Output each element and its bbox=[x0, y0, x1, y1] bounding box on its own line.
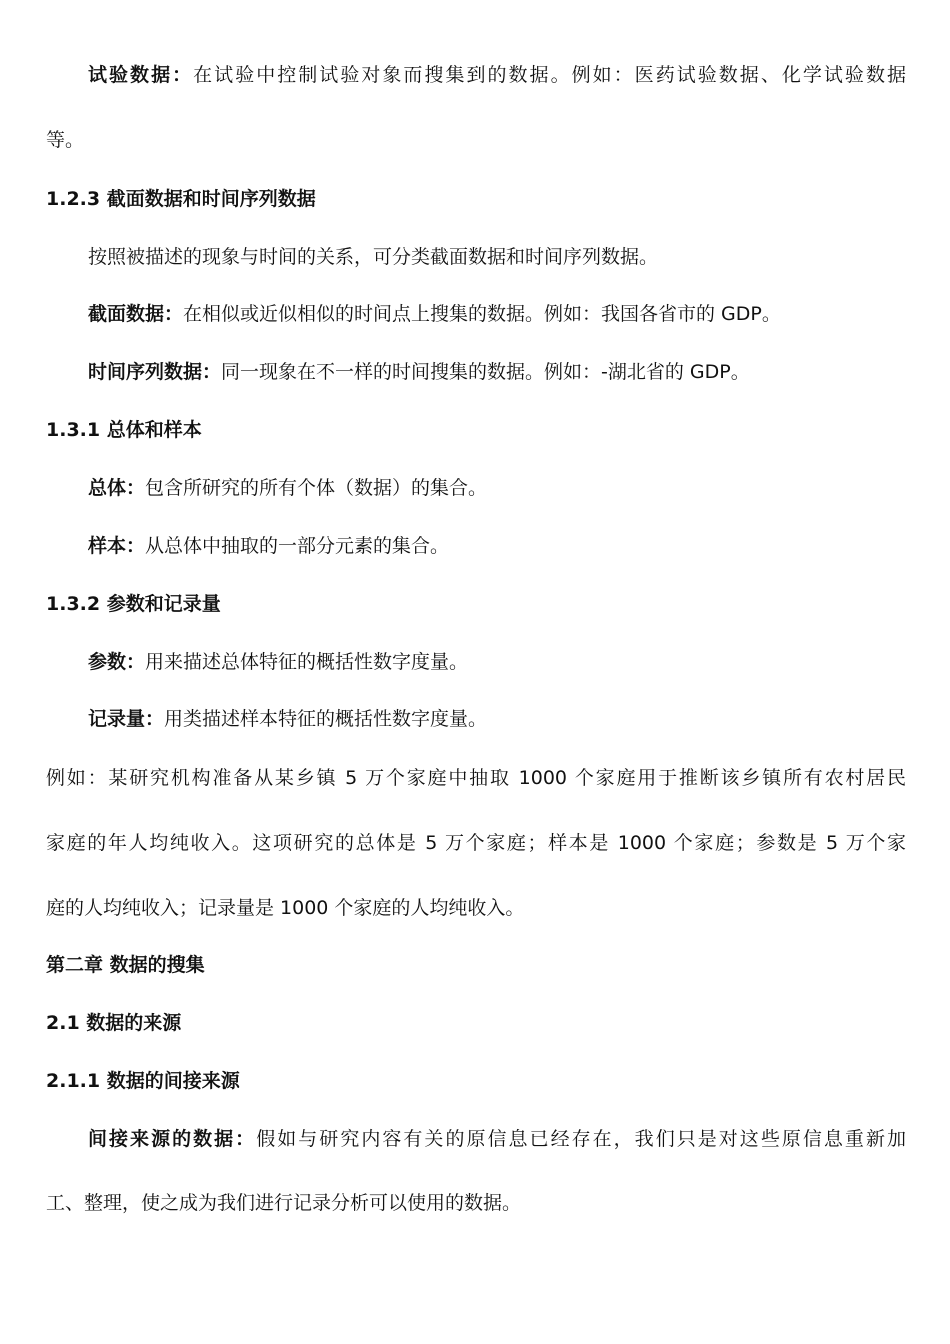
paragraph-cross-section-data bbox=[88, 300, 906, 328]
term-statistic: 记录量： bbox=[88, 708, 165, 730]
term-experimental-data: 试验数据： bbox=[88, 64, 194, 86]
paragraph-time-series-data bbox=[88, 358, 906, 386]
paragraph-text: 假如与研究内容有关的原信息已经存在，我们只是对这些原信息重新加 bbox=[256, 1128, 906, 1150]
heading-1-3-2: 1.3.2 参数和记录量 bbox=[46, 593, 221, 615]
paragraph-text: 在试验中控制试验对象而搜集到的数据。例如：医药试验数据、化学试验数据 bbox=[193, 64, 906, 86]
paragraph-text: 用来描述总体特征的概括性数字度量。 bbox=[145, 651, 469, 673]
term-parameter: 参数： bbox=[88, 651, 146, 673]
paragraph-text: 同一现象在不一样的时间搜集的数据。例如：-湖北省的 GDP。 bbox=[221, 361, 750, 383]
term-sample: 样本： bbox=[88, 535, 146, 557]
paragraph-experimental-data bbox=[88, 61, 906, 89]
paragraph-classification: 按照被描述的现象与时间的关系，可分类截面数据和时间序列数据。 bbox=[88, 246, 659, 268]
term-indirect-source: 间接来源的数据： bbox=[88, 1128, 257, 1150]
paragraph-example-line-3: 庭的人均纯收入；记录量是 1000 个家庭的人均纯收入。 bbox=[46, 897, 525, 919]
term-cross-section-data: 截面数据： bbox=[88, 303, 184, 325]
paragraph-sample bbox=[88, 532, 906, 560]
term-time-series-data: 时间序列数据： bbox=[88, 361, 222, 383]
paragraph-example-line-1: 例如：某研究机构准备从某乡镇 5 万个家庭中抽取 1000 个家庭用于推断该乡镇所有农村居民 bbox=[46, 767, 906, 789]
heading-2-1: 2.1 数据的来源 bbox=[46, 1012, 182, 1034]
paragraph-text: 从总体中抽取的一部分元素的集合。 bbox=[145, 535, 450, 557]
paragraph-continuation: 等。 bbox=[46, 129, 85, 151]
paragraph-text: 在相似或近似相似的时间点上搜集的数据。例如：我国各省市的 GDP。 bbox=[183, 303, 781, 325]
term-population: 总体： bbox=[88, 477, 146, 499]
heading-1-2-3: 1.2.3 截面数据和时间序列数据 bbox=[46, 188, 316, 210]
heading-1-3-1: 1.3.1 总体和样本 bbox=[46, 419, 202, 441]
paragraph-example-line-2: 家庭的年人均纯收入。这项研究的总体是 5 万个家庭；样本是 1000 个家庭；参数是 5 万个家 bbox=[46, 832, 906, 854]
paragraph-continuation: 工、整理，使之成为我们进行记录分析可以使用的数据。 bbox=[46, 1192, 522, 1214]
paragraph-indirect-source bbox=[88, 1125, 906, 1153]
paragraph-text: 包含所研究的所有个体（数据）的集合。 bbox=[145, 477, 488, 499]
paragraph-statistic bbox=[88, 705, 906, 733]
paragraph-parameter bbox=[88, 648, 906, 676]
paragraph-population bbox=[88, 474, 906, 502]
heading-chapter-2: 第二章 数据的搜集 bbox=[46, 954, 205, 976]
paragraph-text: 用类描述样本特征的概括性数字度量。 bbox=[164, 708, 488, 730]
heading-2-1-1: 2.1.1 数据的间接来源 bbox=[46, 1070, 240, 1092]
